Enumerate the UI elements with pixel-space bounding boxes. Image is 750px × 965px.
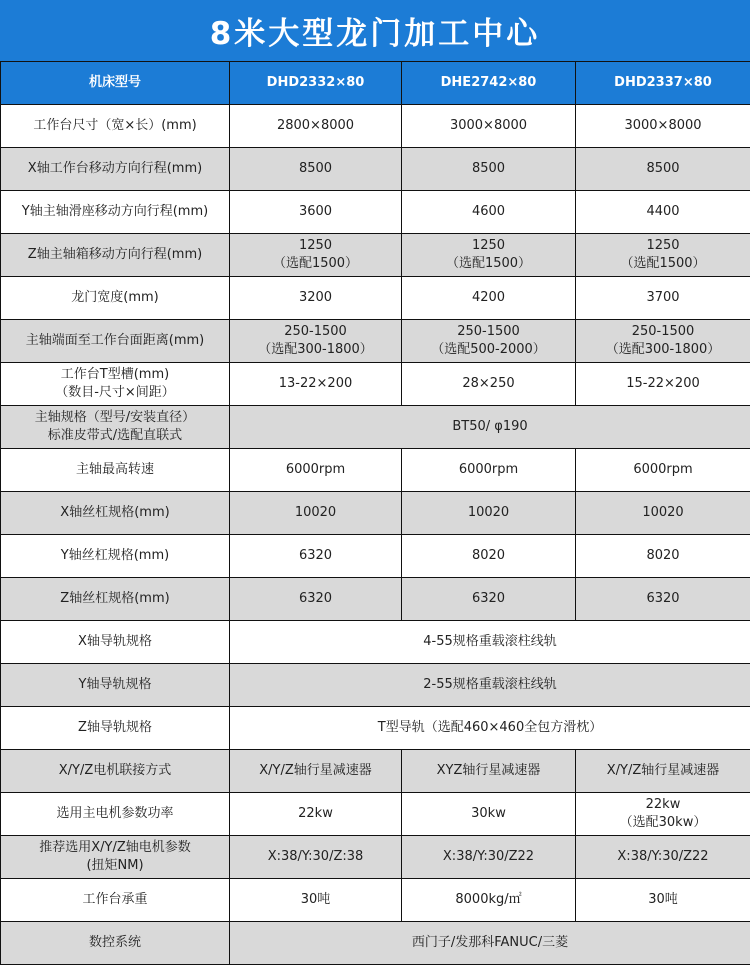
row-shared-value-cell [230, 621, 750, 664]
table-row [1, 879, 750, 922]
row-value-cell [230, 234, 402, 277]
row-value-cell-line: 30吨 [300, 892, 331, 907]
row-label-cell-line: 主轴规格（型号/安装直径） [34, 410, 196, 425]
row-value-cell [230, 879, 402, 922]
row-label-cell-line: 工作台尺寸（宽×长）(mm) [33, 118, 197, 133]
row-label-cell [1, 793, 230, 836]
row-value-cell [230, 836, 402, 879]
row-value-cell [576, 234, 750, 277]
row-label-cell [1, 449, 230, 492]
row-label-cell-line: Z轴丝杠规格(mm) [60, 591, 170, 606]
header-model-2: DHE2742×80 [402, 62, 576, 105]
row-value-cell [402, 836, 576, 879]
row-value-cell [230, 363, 402, 406]
row-value-cell-line: 30吨 [648, 892, 678, 907]
row-value-cell-line: 8500 [298, 161, 333, 176]
row-label-cell-line: 推荐选用X/Y/Z轴电机参数 [39, 840, 191, 855]
row-value-cell [402, 492, 576, 535]
row-value-cell-line: 28×250 [462, 376, 515, 391]
row-value-cell [402, 879, 576, 922]
row-label-cell-line: 标准皮带式/选配直联式 [47, 428, 183, 443]
row-value-cell [576, 191, 750, 234]
row-label-cell-line: Y轴导轨规格 [78, 677, 152, 692]
row-value-cell [576, 750, 750, 793]
row-label-cell-line: Z轴主轴箱移动方向行程(mm) [27, 247, 203, 262]
row-value-cell [402, 793, 576, 836]
row-value-cell-line: 8500 [646, 161, 680, 176]
row-value-cell-line: X/Y/Z轴行星减速器 [259, 763, 372, 778]
row-value-cell [230, 320, 402, 363]
row-value-cell [230, 578, 402, 621]
row-value-cell-line: X:38/Y:30/Z22 [442, 849, 535, 864]
row-value-cell [230, 492, 402, 535]
row-shared-value-cell [230, 922, 750, 965]
row-shared-value-cell-line: 2-55规格重载滚柱线轨 [423, 677, 557, 692]
row-label-cell [1, 879, 230, 922]
row-value-cell [576, 277, 750, 320]
row-value-cell-line: 4200 [471, 290, 506, 305]
row-label-cell [1, 191, 230, 234]
row-value-cell [230, 105, 402, 148]
row-value-cell-line: 1250 [298, 238, 333, 253]
row-label-cell [1, 750, 230, 793]
row-value-cell [230, 535, 402, 578]
row-value-cell [230, 793, 402, 836]
row-value-cell-line: X:38/Y:30/Z22 [617, 849, 709, 864]
row-value-cell-line: 1250 [471, 238, 506, 253]
row-value-cell-line: 250-1500 [457, 324, 520, 339]
row-value-cell-line: 3200 [298, 290, 333, 305]
header-model-label: 机床型号 [1, 62, 230, 105]
row-label-cell-line: X轴导轨规格 [78, 634, 152, 649]
row-value-cell-line: 6000rpm [285, 462, 346, 477]
row-shared-value-cell-line: T型导轨（选配460×460全包方滑枕） [377, 720, 603, 735]
row-label-cell-line: X/Y/Z电机联接方式 [58, 763, 172, 778]
row-value-cell-line: 3000×8000 [624, 118, 702, 133]
table-row [1, 320, 750, 363]
row-label-cell-line: 选用主电机参数功率 [56, 806, 174, 821]
row-label-cell-line: X轴丝杠规格(mm) [60, 505, 170, 520]
row-value-cell-line: （选配1500） [620, 256, 706, 271]
row-label-cell [1, 707, 230, 750]
row-value-cell [402, 320, 576, 363]
row-value-cell-line: 6320 [646, 591, 680, 606]
row-value-cell [402, 363, 576, 406]
row-value-cell-line: 8020 [471, 548, 506, 563]
row-value-cell [576, 578, 750, 621]
table-row [1, 750, 750, 793]
table-row [1, 406, 750, 449]
row-value-cell-line: X:38/Y:30/Z:38 [267, 849, 364, 864]
row-value-cell [576, 105, 750, 148]
header-model-3: DHD2337×80 [576, 62, 750, 105]
row-value-cell [576, 320, 750, 363]
table-row [1, 578, 750, 621]
row-value-cell-line: 22kw [298, 806, 333, 821]
row-label-cell [1, 492, 230, 535]
row-value-cell [402, 449, 576, 492]
row-value-cell [402, 535, 576, 578]
row-value-cell-line: 15-22×200 [626, 376, 700, 391]
row-value-cell-line: 3600 [298, 204, 333, 219]
row-value-cell-line: 13-22×200 [278, 376, 353, 391]
row-label-cell-line: 主轴端面至工作台面距离(mm) [25, 333, 205, 348]
row-value-cell-line: 4600 [471, 204, 506, 219]
page-title: 8米大型龙门加工中心 [0, 0, 750, 61]
table-row [1, 535, 750, 578]
row-value-cell-line: （选配30kw） [619, 815, 707, 830]
row-value-cell-line: 6000rpm [458, 462, 519, 477]
row-label-cell-line: 数控系统 [88, 935, 141, 950]
row-value-cell [230, 191, 402, 234]
row-value-cell [576, 363, 750, 406]
row-value-cell [402, 148, 576, 191]
row-value-cell [576, 449, 750, 492]
row-shared-value-cell [230, 406, 750, 449]
row-value-cell-line: 30kw [471, 806, 506, 821]
row-value-cell [402, 750, 576, 793]
row-value-cell-line: （选配1500） [445, 256, 532, 271]
row-value-cell-line: （选配300-1800） [258, 342, 373, 357]
table-row [1, 793, 750, 836]
row-value-cell [402, 578, 576, 621]
table-row [1, 191, 750, 234]
row-value-cell [576, 793, 750, 836]
table-row [1, 234, 750, 277]
row-value-cell-line: 6320 [471, 591, 506, 606]
row-value-cell-line: X/Y/Z轴行星减速器 [606, 763, 720, 778]
row-label-cell [1, 664, 230, 707]
row-value-cell-line: 2800×8000 [276, 118, 355, 133]
row-value-cell-line: XYZ轴行星减速器 [436, 763, 541, 778]
row-label-cell-line: 工作台T型槽(mm) [60, 367, 170, 382]
row-value-cell-line: 10020 [294, 505, 337, 520]
row-value-cell [402, 234, 576, 277]
row-value-cell-line: （选配1500） [272, 256, 359, 271]
row-value-cell-line: 8000kg/㎡ [455, 892, 522, 907]
row-value-cell [230, 277, 402, 320]
row-shared-value-cell-line: BT50/ φ190 [452, 419, 528, 434]
table-row [1, 148, 750, 191]
row-value-cell-line: 8500 [471, 161, 506, 176]
row-value-cell-line: 1250 [646, 238, 680, 253]
table-row [1, 922, 750, 965]
row-label-cell-line: Z轴导轨规格 [78, 720, 152, 735]
row-label-cell [1, 105, 230, 148]
row-label-cell [1, 234, 230, 277]
row-value-cell-line: 6320 [298, 548, 333, 563]
row-value-cell [402, 277, 576, 320]
spec-body [1, 105, 750, 965]
row-value-cell-line: （选配300-1800） [605, 342, 721, 357]
table-row [1, 363, 750, 406]
table-row [1, 105, 750, 148]
row-label-cell [1, 578, 230, 621]
row-label-cell-line: Y轴丝杠规格(mm) [60, 548, 170, 563]
row-label-cell [1, 836, 230, 879]
row-value-cell-line: 250-1500 [284, 324, 347, 339]
header-model-1: DHD2332×80 [230, 62, 402, 105]
row-label-cell [1, 277, 230, 320]
row-label-cell [1, 363, 230, 406]
row-label-cell-line: (扭矩NM) [86, 858, 144, 873]
row-value-cell-line: 4400 [646, 204, 680, 219]
table-row [1, 664, 750, 707]
row-label-cell [1, 406, 230, 449]
row-label-cell [1, 148, 230, 191]
row-value-cell-line: 6320 [298, 591, 333, 606]
row-value-cell [230, 750, 402, 793]
row-label-cell [1, 621, 230, 664]
table-row [1, 492, 750, 535]
row-value-cell [402, 105, 576, 148]
row-value-cell-line: 22kw [645, 797, 681, 812]
row-label-cell-line: X轴工作台移动方向行程(mm) [27, 161, 203, 176]
row-label-cell [1, 535, 230, 578]
row-label-cell-line: （数目-尺寸×间距） [55, 385, 175, 400]
table-row [1, 277, 750, 320]
table-row [1, 836, 750, 879]
row-label-cell-line: 龙门宽度(mm) [71, 290, 159, 305]
row-value-cell [576, 879, 750, 922]
table-row [1, 449, 750, 492]
row-value-cell [576, 535, 750, 578]
row-label-cell-line: 工作台承重 [82, 892, 148, 907]
row-shared-value-cell [230, 664, 750, 707]
row-value-cell-line: 3700 [646, 290, 680, 305]
table-row [1, 621, 750, 664]
row-value-cell-line: （选配500-2000） [431, 342, 546, 357]
row-value-cell-line: 3000×8000 [449, 118, 528, 133]
row-value-cell [576, 836, 750, 879]
row-shared-value-cell-line: 西门子/发那科FANUC/三菱 [411, 935, 569, 950]
table-row [1, 707, 750, 750]
row-value-cell [230, 148, 402, 191]
row-label-cell [1, 320, 230, 363]
row-value-cell [402, 191, 576, 234]
row-label-cell [1, 922, 230, 965]
row-label-cell-line: Y轴主轴滑座移动方向行程(mm) [21, 204, 209, 219]
row-value-cell-line: 10020 [642, 505, 684, 520]
row-value-cell-line: 6000rpm [633, 462, 693, 477]
row-value-cell [576, 148, 750, 191]
row-shared-value-cell-line: 4-55规格重载滚柱线轨 [423, 634, 557, 649]
row-label-cell-line: 主轴最高转速 [75, 462, 154, 477]
row-value-cell [576, 492, 750, 535]
row-value-cell [230, 449, 402, 492]
row-value-cell-line: 8020 [646, 548, 680, 563]
header-row [1, 62, 750, 105]
spec-table [0, 61, 750, 965]
row-shared-value-cell [230, 707, 750, 750]
row-value-cell-line: 250-1500 [631, 324, 695, 339]
row-value-cell-line: 10020 [467, 505, 510, 520]
